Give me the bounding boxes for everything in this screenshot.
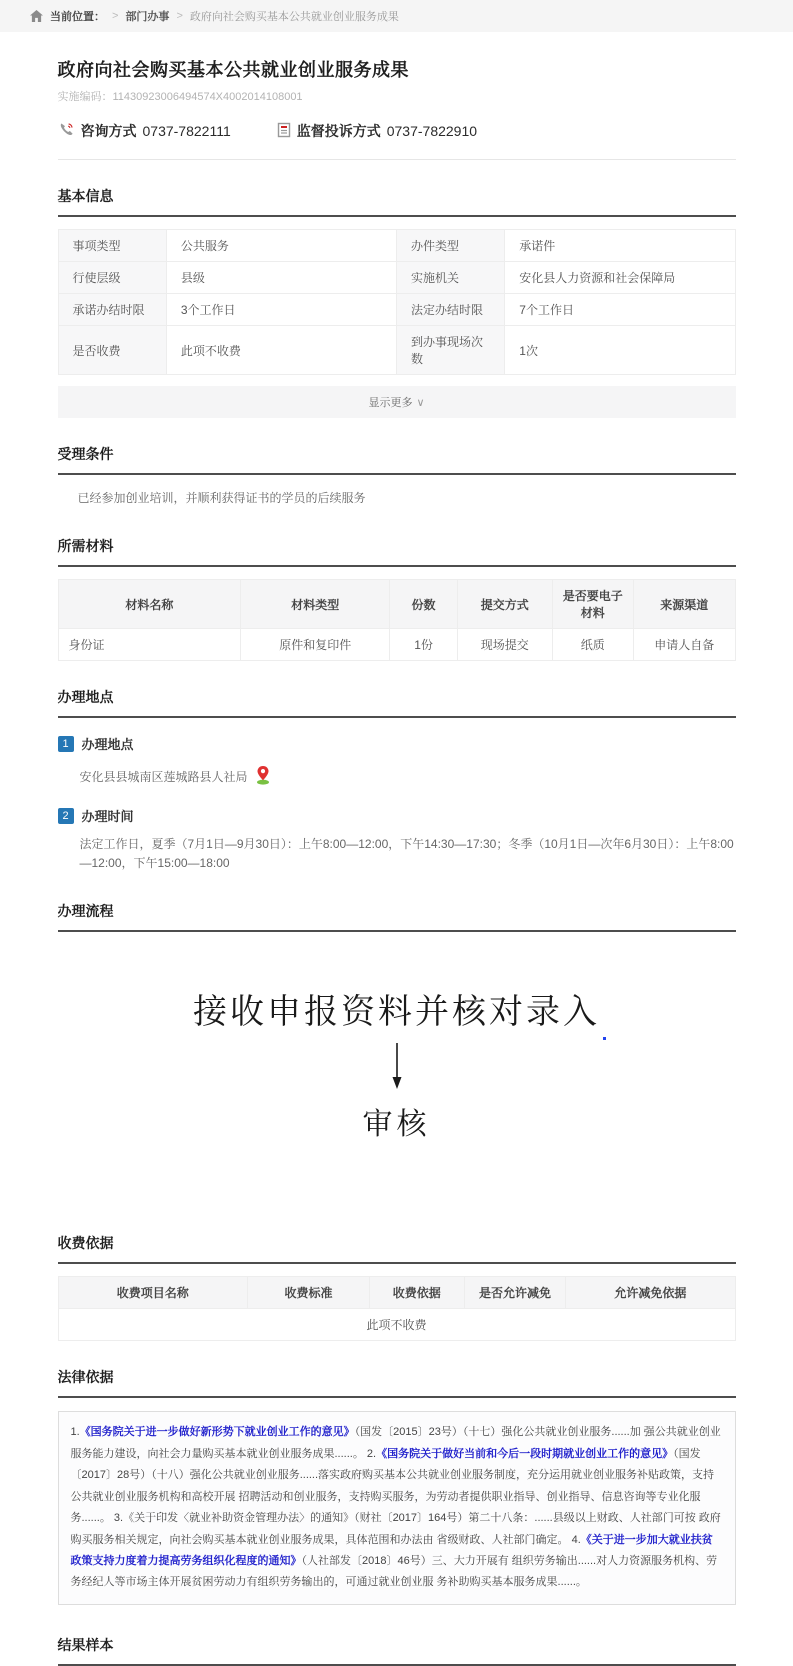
material-submit-mode: 现场提交: [457, 629, 552, 661]
table-row: [58, 326, 735, 375]
column-header: 材料名称: [58, 580, 241, 629]
material-type: 原件和复印件: [241, 629, 390, 661]
consult-phone: 0737-7822111: [142, 123, 231, 139]
table-row: [58, 294, 735, 326]
info-label: 到办事现场次数: [396, 326, 504, 375]
info-value: 1次: [505, 326, 735, 375]
complaint-doc-icon: [277, 122, 291, 141]
info-value: 此项不收费: [166, 326, 396, 375]
material-electronic: 纸质: [552, 629, 633, 661]
info-label: 办件类型: [396, 230, 504, 262]
info-label: 是否收费: [58, 326, 166, 375]
legal-link-1[interactable]: 《国务院关于进一步做好新形势下就业创业工作的意见》: [79, 1426, 355, 1439]
flow-title: 办理流程: [57, 903, 114, 920]
location-item-2: [58, 806, 736, 825]
item-number-badge: 2: [58, 808, 74, 824]
column-header: 提交方式: [457, 580, 552, 629]
material-source: 申请人自备: [633, 629, 735, 661]
legal-link-3[interactable]: 《关于进一步加大就业扶贫政策支持力度着力提高劳务组织化程度的通知》: [70, 1533, 713, 1567]
result-sample-title: 结果样本: [57, 1636, 114, 1653]
consult-contact: [58, 121, 231, 141]
header-divider: [58, 159, 736, 160]
stray-dot: [603, 1037, 606, 1040]
breadcrumb-separator: >: [176, 10, 183, 22]
fees-empty-text: 此项不收费: [58, 1309, 735, 1341]
breadcrumb-separator: >: [112, 10, 119, 22]
phone-icon: [58, 121, 75, 141]
main-content: [58, 56, 736, 1666]
section-accept-conditions: [58, 444, 736, 510]
breadcrumb: [0, 0, 793, 32]
column-header: 是否允许减免: [464, 1277, 566, 1309]
column-header: 收费项目名称: [58, 1277, 248, 1309]
breadcrumb-current-page: 政府向社会购买基本公共就业创业服务成果: [189, 11, 399, 23]
complaint-phone: 0737-7822910: [386, 123, 478, 139]
legal-text: （国发〔2017〕28号）（十八）强化公共就业创业服务......落实政府购买基本公共就业创业服务制度，充分运用就业创业服务补贴政策，支持公共就业创业服务机构和高校开展 招聘活动和创业服务，支持购买服务，为劳动者提供职业指导、创业指导、信息咨询等专业化服务......。 3.《关于印发〈就业补助资金管理办法〉的通知》（财社〔2017〕164号）第二十八条：......县级以上财政、人社部门可按 政府购买服务相关规定，向社会购买基本就业创业服务成果，具体范围和办法由 省级财政、人社部门确定。 4.: [70, 1447, 721, 1546]
table-row: [58, 629, 735, 661]
info-value: 3个工作日: [166, 294, 396, 326]
column-header: 来源渠道: [633, 580, 735, 629]
flow-chart: [58, 932, 736, 1207]
office-hours-text: 法定工作日，夏季（7月1日—9月30日）：上午8:00—12:00，下午14:30—17:30；冬季（10月1日—次年6月30日）：上午8:00—12:00，下午15:00—18:00: [79, 837, 734, 871]
complaint-label: 监督投诉方式: [296, 123, 381, 139]
fees-title: 收费依据: [57, 1235, 114, 1252]
legal-text: 1.: [70, 1426, 80, 1439]
info-label: 事项类型: [58, 230, 166, 262]
info-label: 行使层级: [58, 262, 166, 294]
location-item-1: [58, 734, 736, 753]
consult-label: 咨询方式: [80, 123, 137, 139]
basic-info-table: [58, 229, 736, 375]
accept-conditions-title: 受理条件: [57, 446, 114, 462]
accept-conditions-text: 已经参加创业培训，并顺利获得证书的学员的后续服务: [77, 491, 366, 505]
legal-text-box: [58, 1411, 736, 1605]
home-icon[interactable]: [30, 10, 43, 22]
table-row: [58, 262, 735, 294]
map-pin-icon[interactable]: [254, 765, 272, 788]
legal-text: （人社部发〔2018〕46号）三、大力开展有 组织劳务输出......对人力资源服务机构、劳务经纪人等市场主体开展贫困劳动力有组织劳务输出的，可通过就业创业服 务补助购买基本服务成果......。: [70, 1555, 718, 1589]
flow-step-1: 接收申报资料并核对录入: [193, 992, 600, 1033]
table-row: [58, 1309, 735, 1341]
breadcrumb-label: 当前位置：: [50, 11, 105, 23]
page-title: 政府向社会购买基本公共就业创业服务成果: [57, 60, 409, 80]
info-value: 公共服务: [166, 230, 396, 262]
table-row: [58, 230, 735, 262]
column-header: 允许减免依据: [566, 1277, 735, 1309]
material-name: 身份证: [58, 629, 241, 661]
section-result-sample: [58, 1635, 736, 1666]
complaint-contact: [277, 121, 477, 141]
legal-text: （国发〔2015〕23号）（十七）强化公共就业创业服务......加 强公共就业创业服务能力建设，向社会力量购买基本就业创业服务成果......。 2.: [70, 1426, 721, 1460]
chevron-down-icon: ∨: [416, 397, 425, 409]
info-value: 安化县人力资源和社会保障局: [505, 262, 735, 294]
section-basic-info: [58, 186, 736, 418]
material-count: 1份: [390, 629, 458, 661]
section-legal: [58, 1367, 736, 1605]
section-materials: [58, 536, 736, 661]
column-header: 收费标准: [248, 1277, 370, 1309]
info-label: 承诺办结时限: [58, 294, 166, 326]
info-value: 7个工作日: [505, 294, 735, 326]
table-header-row: [58, 580, 735, 629]
contact-row: [58, 121, 736, 141]
column-header: 材料类型: [241, 580, 390, 629]
location-address: 安化县县城南区莲城路县人社局: [79, 770, 248, 784]
table-header-row: [58, 1277, 735, 1309]
fees-table: [58, 1276, 736, 1341]
info-label: 法定办结时限: [396, 294, 504, 326]
legal-link-2[interactable]: 《国务院关于做好当前和今后一段时期就业创业工作的意见》: [376, 1447, 674, 1460]
materials-title: 所需材料: [57, 538, 114, 554]
section-fees: [58, 1233, 736, 1341]
basic-info-title: 基本信息: [57, 188, 114, 204]
show-more-label: 显示更多: [368, 397, 413, 409]
legal-title: 法律依据: [57, 1369, 114, 1386]
info-label: 实施机关: [396, 262, 504, 294]
section-location: [58, 687, 736, 875]
implementation-code: 实施编码：11430923006494574X4002014108001: [57, 91, 303, 103]
breadcrumb-item-department[interactable]: 部门办事: [125, 11, 170, 23]
column-header: 是否要电子材料: [552, 580, 633, 629]
section-flow: [58, 901, 736, 1207]
location-title: 办理地点: [57, 689, 114, 705]
info-value: 承诺件: [505, 230, 735, 262]
show-more-button[interactable]: [58, 386, 736, 418]
flow-step-2: 审核: [362, 1107, 431, 1143]
location-item-label: 办理地点: [81, 737, 134, 752]
down-arrow-icon: [58, 1043, 736, 1093]
materials-table: [58, 579, 736, 661]
item-number-badge: 1: [58, 736, 74, 752]
info-value: 县级: [166, 262, 396, 294]
column-header: 收费依据: [369, 1277, 464, 1309]
column-header: 份数: [390, 580, 458, 629]
location-item-label: 办理时间: [81, 809, 134, 824]
